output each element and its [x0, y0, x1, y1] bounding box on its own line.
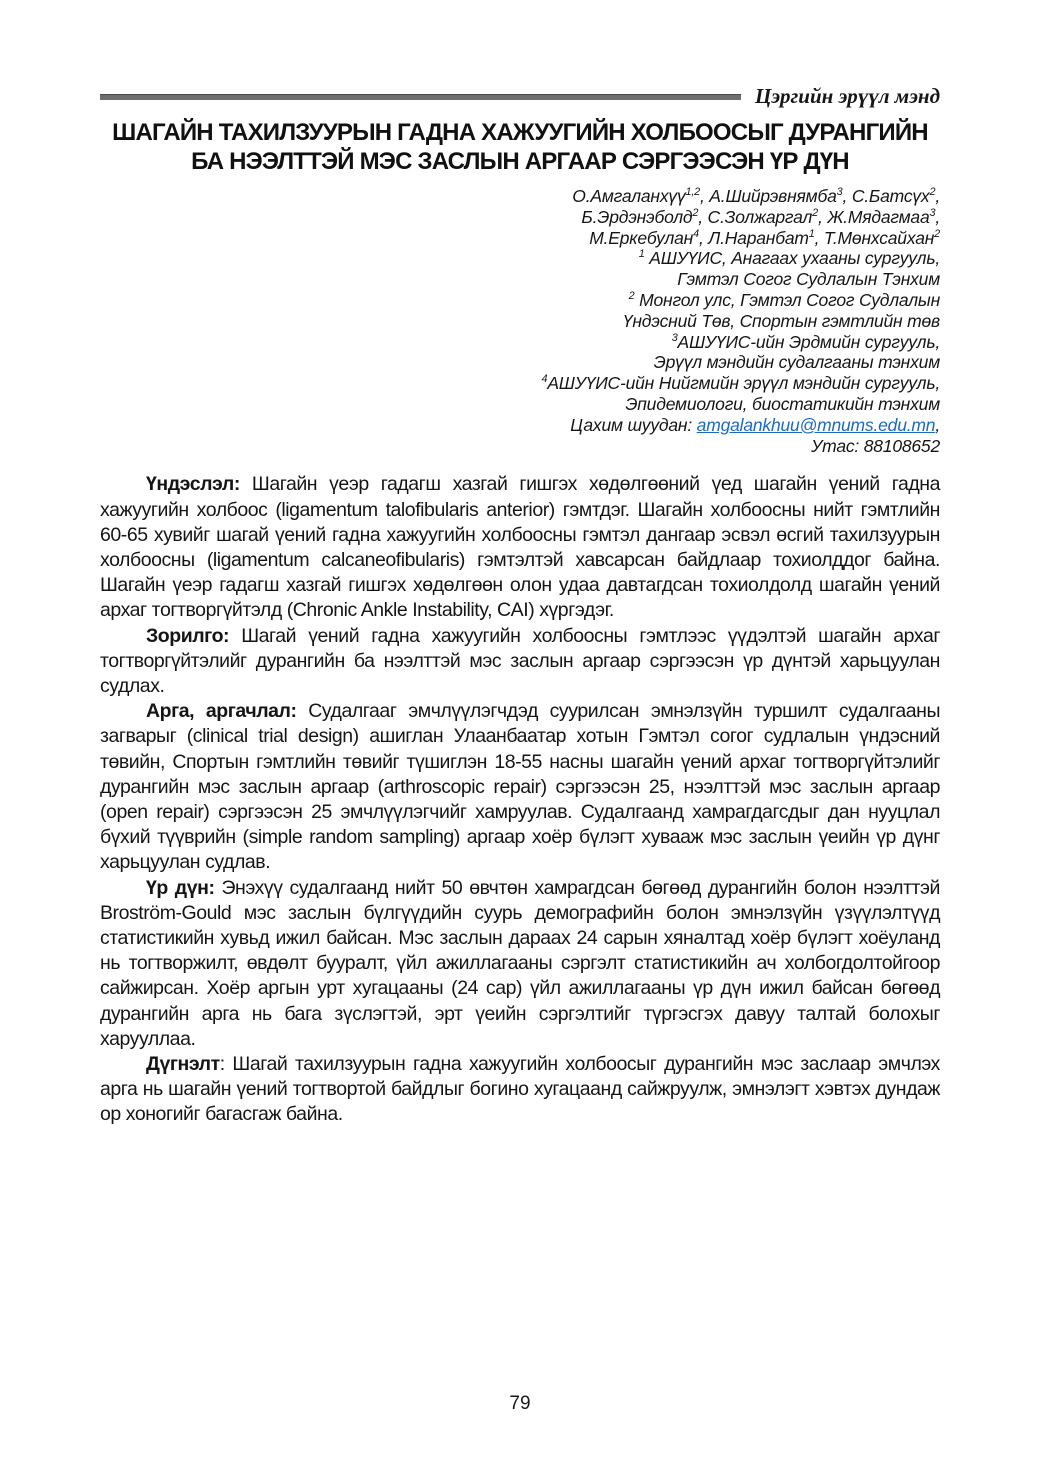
- journal-header: [100, 0, 940, 109]
- paragraph-label: Үр дүн:: [146, 876, 215, 899]
- paragraph-text: Энэхүү судалгаанд нийт 50 өвчтөн хамрагдсан бөгөөд дурангийн болон нээлттэй Broström-Gould мэс заслын бүлгүүдийн суурь демографийн болон эмнэлзүйн үзүүлэлтүүд статистикийн хувьд ижил байсан. Мэс заслын дараах 24 сарын хяналтад хоёр бүлэгт хоёуланд нь тогтворжилт, өвдөлт бууралт, үйл ажиллагааны сэргэлт статистикийн ач холбогдолтойгоор сайжирсан. Хоёр аргын урт хугацааны (24 сар) үйл ажиллагааны үр дүн ижил байсан бөгөөд дурангийн арга нь бага зүслэгтэй, эрт үеийн сэргэлтийг түргэсгэх давуу талтай болохыг харууллаа.: [100, 876, 940, 1050]
- paragraph-label: Үндэслэл:: [146, 473, 240, 496]
- author-superscript: 4: [693, 227, 699, 240]
- author-superscript: 2: [628, 290, 635, 303]
- byline-line: Эрүүл мэндийн судалгааны тэнхим: [653, 352, 940, 373]
- byline-line: $^2$ Монгол улс, Гэмтэл Согог Судлалын: [628, 289, 940, 310]
- page-content: [100, 0, 940, 1128]
- abstract-paragraph-conclusion: [100, 1052, 940, 1128]
- author-superscript: 3: [836, 186, 843, 199]
- abstract-paragraph-objective: [100, 624, 940, 700]
- paragraph-label: Дүгнэлт: [146, 1053, 220, 1076]
- author-superscript: 1: [638, 248, 645, 261]
- abstract: [100, 472, 940, 1127]
- abstract-paragraph-results: [100, 876, 940, 1052]
- author-superscript: 1: [808, 227, 815, 240]
- byline: [100, 186, 940, 456]
- header-rule: [100, 94, 741, 100]
- byline-line: О.Амгаланхүү$^{1,2}$, А.Шийрэвнямба$^3$, С.Батсүх$^2$,: [572, 186, 940, 206]
- author-superscript: 3: [671, 331, 678, 344]
- journal-running-title: Цэргийн эрүүл мэнд: [755, 84, 940, 108]
- author-superscript: 2: [934, 227, 940, 240]
- abstract-paragraph-background: [100, 472, 940, 623]
- author-superscript: 2: [692, 206, 699, 219]
- byline-line: Утас: 88108652: [811, 435, 940, 456]
- byline-line: М.Еркебулан$^4$, Л.Наранбат$^1$, Т.Мөнхсайхан$^2$: [589, 227, 940, 248]
- author-superscript: 1,2: [685, 186, 700, 199]
- paragraph-text: Шагай үений гадна хажуугийн холбоосны гэмтлээс үүдэлтэй шагайн архаг тогтворгүйтэлийг дурангийн ба нээлттэй мэс заслын аргаар сэргээсэн үр дүнтэй харьцуулан судлах.: [100, 624, 940, 697]
- byline-line: Үндэсний Төв, Спортын гэмтлийн төв: [622, 310, 940, 331]
- byline-line: Эпидемиологи, биостатикийн тэнхим: [625, 393, 940, 414]
- author-superscript: 2: [812, 206, 819, 219]
- author-superscript: 4: [541, 373, 548, 386]
- page-number: 79: [509, 1393, 531, 1414]
- paragraph-text: Судалгааг эмчлүүлэгчдэд суурилсан эмнэлзүйн туршилт судалгааны загварыг (clinical trial design) ашиглан Улаанбаатар хотын Гэмтэл согог судлалын үндэсний төвийн, Спортын гэмтлийн төвийг түшиглэн 18-55 насны шагайн үений архаг тогтворгүйтэлийг дурангийн мэс заслын аргаар (arthroscopic repair) сэргээсэн 25, нээлттэй мэс заслын аргаар (open repair) сэргээсэн 25 эмчлүүлэгчийг хамруулав. Судалгаанд хамрагдагсдыг дан нууцлал бүхий түүврийн (simple random sampling) аргаар хоёр бүлэгт хувааж мэс заслын үеийн үр дүнг харьцуулан судлав.: [100, 700, 941, 874]
- byline-line: Гэмтэл Согог Судлалын Тэнхим: [677, 269, 940, 290]
- abstract-paragraph-methods: [100, 699, 940, 875]
- paragraph-label: Зорилго:: [146, 624, 230, 647]
- author-superscript: 2: [929, 186, 936, 199]
- email-link[interactable]: amgalankhuu@mnums.edu.mn: [696, 414, 936, 435]
- byline-line: $^4$АШУҮИС-ийн Нийгмийн эрүүл мэндийн сургууль,: [541, 373, 940, 394]
- article-title-line2: БА НЭЭЛТТЭЙ МЭС ЗАСЛЫН АРГААР СЭРГЭЭСЭН ҮР ДҮН: [191, 148, 849, 175]
- article-title: [100, 118, 940, 176]
- article-title-line1: ШАГАЙН ТАХИЛЗУУРЫН ГАДНА ХАЖУУГИЙН ХОЛБООСЫГ ДУРАНГИЙН: [112, 119, 928, 146]
- paragraph-label: Арга, аргачлал:: [146, 700, 297, 723]
- paragraph-text: : Шагай тахилзуурын гадна хажуугийн холбоосыг дурангийн мэс заслаар эмчлэх арга нь шагайн үений тогтвортой байдлыг богино хугацаанд сайжруулж, эмнэлэгт хэвтэх дундаж ор хоногийг багасгаж байна.: [100, 1053, 940, 1126]
- byline-line: Б.Эрдэнэболд$^2$, С.Золжаргал$^2$, Ж.Мядагмаа$^3$,: [581, 206, 940, 227]
- byline-line: Цахим шуудан: amgalankhuu@mnums.edu.mn,: [570, 414, 940, 435]
- paragraph-text: Шагайн үеэр гадагш хазгай гишгэх хөдөлгөөний үед шагайн үений гадна хажуугийн холбоос (ligamentum talofibularis anterior) гэмтдэг. Шагайн холбоосны нийт гэмтлийн 60-65 хувийг шагай үений гадна хажуугийн холбоосны гэмтэл дангаар эсвэл өсгий тахилзуурын холбоосны (ligamentum calcaneofibularis) гэмтэлтэй хавсарсан байдлаар тохиолддог байна. Шагайн үеэр гадагш хазгай гишгэх хөдөлгөөн олон удаа давтагдсан тохиолдолд шагайн үений архаг тогтворгүйтэлд (Chronic Ankle Instability, CAI) хүргэдэг.: [100, 473, 940, 622]
- author-superscript: 3: [929, 206, 936, 219]
- byline-line: $^3$АШУҮИС-ийн Эрдмийн сургууль,: [671, 331, 940, 352]
- byline-line: $^1$ АШУҮИС, Анагаах ухааны сургууль,: [638, 248, 940, 269]
